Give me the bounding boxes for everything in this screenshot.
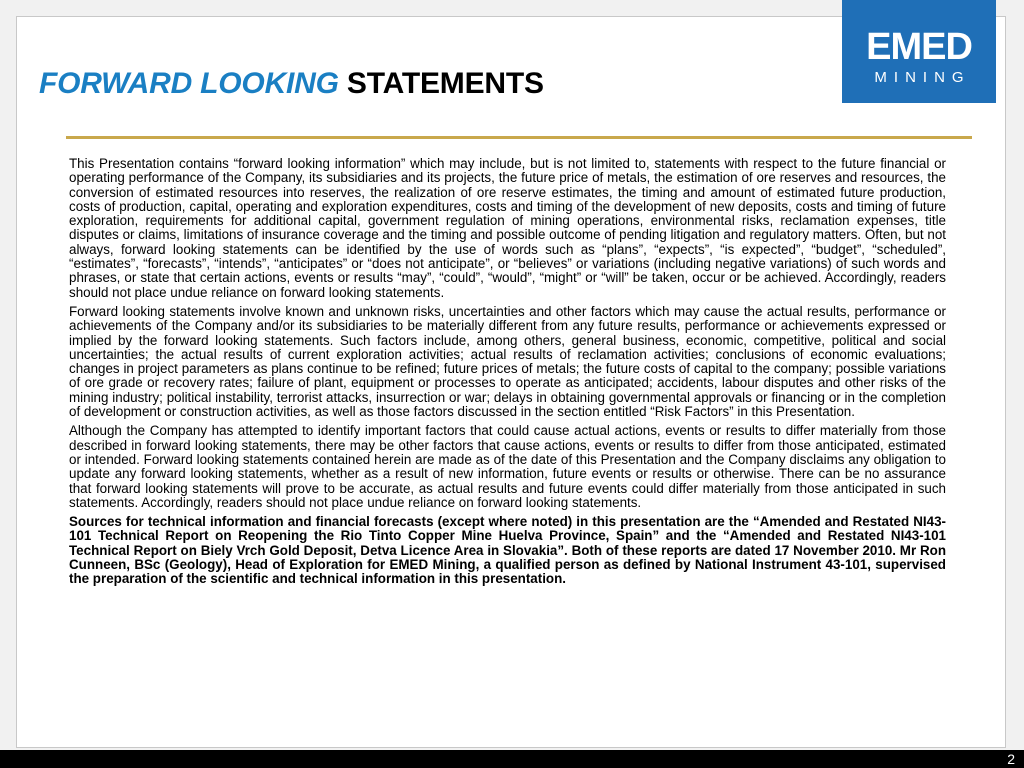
paragraph-risks: Forward looking statements involve known and unknown risks, uncertainties and other factors which may cause the actual results, performance or achievements of the Company and/or its subsidiaries to be materially different from any future results, performance or achievements expressed or implied by the forward looking statements. Such factors include, among others, general business, economic, competitive, political and social uncertainties; the actual results of current exploration activities; actual results of reclamation activities; conclusions of economic evaluations; changes in project parameters as plans continue to be refined; future prices of metals; the future costs of capital to the company; possible variations of ore grade or recovery rates; failure of plant, equipment or processes to operate as anticipated; accidents, labour disputes and other risks of the mining industry; political instability, terrorist attacks, insurrection or war; delays in obtaining governmental approvals or financing or in the completion of development or construction activities, as well as those factors discussed in the section entitled “Risk Factors” in this Presentation. (69, 303, 946, 420)
logo-subtitle: MINING (874, 69, 971, 86)
emed-mining-logo (842, 0, 996, 103)
paragraph-forward-looking-info: This Presentation contains “forward looking information” which may include, but is not limited to, statements with respect to the future financial or operating performance of the Company, its subsidiaries and its projects, the future price of metals, the estimation of ore reserves and resources, the conversion of estimated resources into reserves, the realization of ore reserve estimates, the timing and amount of estimated future production, costs of production, capital, operating and exploration expenditures, costs and timing of the development of new deposits, costs and timing of future exploration, requirements for additional capital, government regulation of mining operations, environmental risks, reclamation expenses, title disputes or claims, limitations of insurance coverage and the timing and possible outcome of pending litigation and regulatory matters. Often, but not always, forward looking statements can be identified by the use of words such as “plans”, “expects”, “is expected”, “budget”, “scheduled”, “estimates”, “forecasts”, “intends”, “anticipates” or “does not anticipate”, or “believes” or variations (including negative variations) of such words and phrases, or state that certain actions, events or results “may”, “could”, “would”, “might” or “will” be taken, occur or be achieved. Accordingly, readers should not place undue reliance on forward looking statements. (69, 156, 946, 300)
title-divider (66, 136, 972, 139)
footer-bar (0, 750, 1024, 768)
title-highlight: FORWARD LOOKING (39, 67, 339, 100)
page-number: 2 (1007, 751, 1015, 767)
page-title (39, 66, 544, 102)
paragraph-disclaimer: Although the Company has attempted to identify important factors that could cause actual actions, events or results to differ materially from those described in forward looking statements, there may be other factors that cause actions, events or results to differ from those anticipated, estimated or intended. Forward looking statements contained herein are made as of the date of this Presentation and the Company disclaims any obligation to update any forward looking statements, whether as a result of new information, future events or results or otherwise. There can be no assurance that forward looking statements will prove to be accurate, as actual results and future events could differ materially from those anticipated in such statements. Accordingly, readers should not place undue reliance on forward looking statements. (69, 423, 946, 510)
paragraph-sources: Sources for technical information and financial forecasts (except where noted) in this presentation are the “Amended and Restated NI43-101 Technical Report on Reopening the Rio Tinto Copper Mine Huelva Province, Spain” and the “Amended and Restated NI43-101 Technical Report on Biely Vrch Gold Deposit, Detva Licence Area in Slovakia”. Both of these reports are dated 17 November 2010. Mr Ron Cunneen, BSc (Geology), Head of Exploration for EMED Mining, a qualified person as defined by National Instrument 43-101, supervised the preparation of the scientific and technical information in this presentation. (69, 514, 946, 587)
title-rest: STATEMENTS (346, 67, 544, 100)
logo-wordmark: EMED (866, 26, 972, 68)
statement-body (69, 157, 946, 592)
